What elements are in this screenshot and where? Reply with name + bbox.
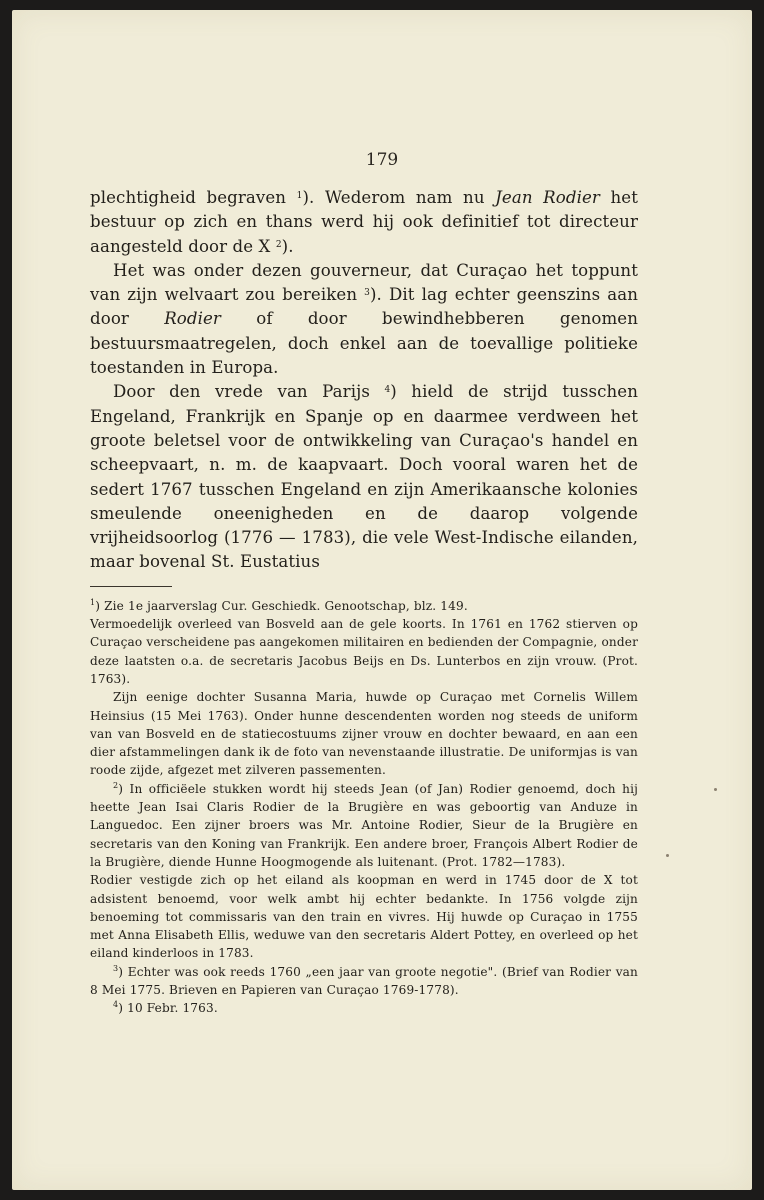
footnotes [90, 597, 638, 1018]
main-text [90, 186, 638, 575]
footnote-2: $^2$) In officiëele stukken wordt hij steeds Jean (of Jan) Rodier genoemd, doch hij heette Jean Isai Claris Rodier de la Brugière en was geboortig van Anduze in Languedoc. Een zijner broers was Mr. Antoine Rodier, Sieur de la Brugière en secretaris van den Koning van Frankrijk. Een andere broer, François Albert Rodier de la Brugière, diende Hunne Hoogmogende als luitenant. (Prot. 1782—1783). [90, 780, 638, 869]
paper-speck [714, 788, 717, 791]
paragraph-1: plechtigheid begraven $^1$). Wederom nam nu Jean Rodier het bestuur op zich en thans werd hij ook definitief tot directeur aangesteld door de X $^2$). [90, 188, 638, 256]
footnote-1: $^1$) Zie 1e jaarverslag Cur. Geschiedk. Genootschap, blz. 149. [90, 597, 468, 613]
footnote-divider [90, 586, 172, 587]
footnote-1-para-3: Zijn eenige dochter Susanna Maria, huwde op Curaçao met Cornelis Willem Heinsius (15 Mei 1763). Onder hunne descendenten worden nog steeds de uniform van van Bosveld en de statiecostuums zijner vrouw en dochter bewaard, en aan een dier afstammelingen dank ik de foto van nevenstaande illustratie. De uniformjas is van roode zijde, afgezet met zilveren passementen. [90, 690, 638, 778]
name-rodier: Rodier [164, 309, 221, 329]
footnote-ref-2: 2 [275, 239, 282, 250]
footnote-2-para-2: Rodier vestigde zich op het eiland als koopman en werd in 1745 door de X tot adsistent benoemd, voor welk ambt hij echter bedankte. In 1756 volgde zijn benoeming tot commissaris van den train en vivres. Hij huwde op Curaçao in 1755 met Anna Elisabeth Ellis, weduwe van den secretaris Aldert Pottey, en overleed op het eiland kinderloos in 1783. [90, 873, 638, 961]
footnote-4: $^4$) 10 Febr. 1763. [113, 1000, 218, 1016]
footnote-3: $^3$) Echter was ook reeds 1760 „een jaar van groote negotie". (Brief van Rodier van 8 Mei 1775. Brieven en Papieren van Curaçao 1769-1778). [90, 963, 638, 997]
book-page [12, 10, 752, 1190]
footnote-ref-3: 3 [364, 288, 370, 299]
footnote-ref-1: 1 [296, 191, 303, 201]
footnote-ref-4: 4 [384, 385, 391, 396]
paragraph-3: Door den vrede van Parijs $^4$) hield de strijd tusschen Engeland, Frankrijk en Spanje op en daarmee verdween het groote beletsel voor de ontwikkeling van Curaçao's handel en scheepvaart, n. m. de kaapvaart. Doch vooral waren het de sedert 1767 tusschen Engeland en zijn Amerikaansche kolonies smeulende oneenigheden en de daarop volgende vrijheidsoorlog (1776 — 1783), die vele West-Indische eilanden, maar bovenal St. Eustatius [90, 382, 638, 572]
page-body [90, 186, 638, 1018]
paper-speck [666, 854, 669, 857]
paragraph-2: Het was onder dezen gouverneur, dat Curaçao het toppunt van zijn welvaart zou bereiken $^3$). Dit lag echter geenszins aan door Rodier of door bewindhebberen genomen bestuursmaatregelen, doch enkel aan de toevallige politieke toestanden in Europa. [90, 260, 638, 378]
name-jean-rodier: Jean Rodier [495, 188, 600, 207]
footnote-1-para-2: Vermoedelijk overleed van Bosveld aan de gele koorts. In 1761 en 1762 stierven op Curaçao verscheidene pas aangekomen militairen en bedienden der Compagnie, onder deze laatsten o.a. de secretaris Jacobus Beijs en Ds. Lunterbos en zijn vrouw. (Prot. 1763). [90, 617, 638, 686]
page-number: 179 [365, 150, 399, 170]
